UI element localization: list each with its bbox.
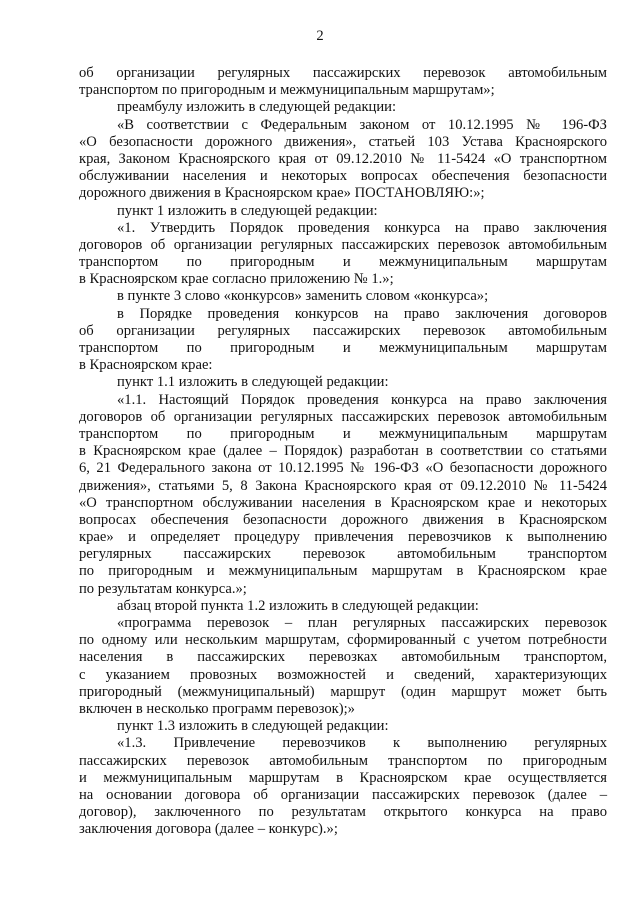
text-line: с указанием провозных возможностей и сведений, характеризующих	[79, 666, 607, 683]
text-line: договор), заключенного по результатам открытого конкурса на право	[79, 804, 607, 821]
text-line: и межмуниципальным маршрутам в Красноярском крае осуществляется	[79, 769, 607, 786]
text-line: об организации регулярных пассажирских перевозок автомобильным	[79, 65, 607, 81]
text-line: регулярных пассажирских перевозок автомобильным транспортом	[79, 546, 607, 563]
text-line: «1.3. Привлечение перевозчиков к выполнению регулярных	[117, 735, 607, 752]
text-line: по одному или нескольким маршрутам, сформированный с учетом потребности	[79, 632, 607, 649]
text-line: транспортом по пригородным и межмуниципальным маршрутам»;	[79, 82, 495, 99]
text-line: «1.1. Настоящий Порядок проведения конкурса на право заключения	[117, 391, 607, 408]
text-line: в пункте 3 слово «конкурсов» заменить словом «конкурса»;	[117, 288, 489, 305]
text-line: транспортом по пригородным и межмуниципальным маршрутам	[79, 340, 607, 356]
text-line: движения», статьями 5, 8 Закона Красноярского края от 09.12.2010 № 11-5424	[79, 477, 607, 494]
page-number: 2	[316, 28, 324, 44]
text-line: включен в несколько программ перевозок);»	[79, 700, 355, 717]
text-line: заключения договора (далее – конкурс).»;	[79, 821, 338, 838]
text-line: «О безопасности дорожного движения», статьей 103 Устава Красноярского	[79, 133, 607, 150]
text-line: края, Законом Красноярского края от 09.12.2010 № 11-5424 «О транспортном	[79, 150, 607, 167]
text-line: пункт 1.1 изложить в следующей редакции:	[117, 374, 389, 391]
text-line: пункт 1.3 изложить в следующей редакции:	[117, 718, 389, 735]
text-line: договоров об организации регулярных пассажирских перевозок автомобильным	[79, 236, 607, 253]
text-line: договоров об организации регулярных пассажирских перевозок автомобильным	[79, 408, 607, 425]
text-line: в Красноярском крае (далее – Порядок) разработан в соответствии со статьями	[79, 443, 607, 460]
text-line: вопросах обеспечения безопасности дорожного движения в Красноярском	[79, 511, 607, 528]
text-line: транспортом по пригородным и межмуниципальным маршрутам	[79, 425, 607, 442]
text-line: дорожного движения в Красноярском крае» ПОСТАНОВЛЯЮ:»;	[79, 185, 485, 202]
text-line: населения в пассажирских перевозках автомобильным транспортом,	[79, 649, 607, 666]
text-line: по пригородным и межмуниципальным маршрутам в Красноярском крае	[79, 563, 607, 580]
text-line: «1. Утвердить Порядок проведения конкурса на право заключения	[117, 219, 607, 236]
text-line: абзац второй пункта 1.2 изложить в следующей редакции:	[117, 597, 479, 614]
text-line: «программа перевозок – план регулярных пассажирских перевозок	[117, 615, 607, 631]
text-line: пригородный (межмуниципальный) маршрут (один маршрут может быть	[79, 683, 607, 700]
text-line: транспортом по пригородным и межмуниципальным маршрутам	[79, 254, 607, 271]
text-line: крае» и определяет процедуру привлечения перевозчиков к выполнению	[79, 529, 607, 546]
text-line: «В соответствии с Федеральным законом от 10.12.1995 № 196-ФЗ	[117, 116, 607, 133]
text-line: 6, 21 Федерального закона от 10.12.1995 № 196-ФЗ «О безопасности дорожного	[79, 460, 607, 477]
text-line: пассажирских перевозок автомобильным транспортом по пригородным	[79, 752, 607, 769]
text-line: в Порядке проведения конкурсов на право заключения договоров	[117, 305, 607, 322]
document-body	[79, 65, 607, 838]
text-line: в Красноярском крае согласно приложению № 1.»;	[79, 271, 394, 288]
text-line: пункт 1 изложить в следующей редакции:	[117, 202, 378, 219]
text-line: преамбулу изложить в следующей редакции:	[117, 99, 397, 116]
text-line: в Красноярском крае:	[79, 357, 213, 374]
text-line: «О транспортном обслуживании населения в Красноярском крае и некоторых	[79, 494, 607, 511]
text-line: обслуживании населения и некоторых вопросах обеспечения безопасности	[79, 168, 607, 185]
text-line: по результатам конкурса.»;	[79, 580, 247, 597]
text-line: об организации регулярных пассажирских перевозок автомобильным	[79, 322, 607, 339]
text-line: на основании договора об организации пассажирских перевозок (далее –	[79, 786, 607, 803]
